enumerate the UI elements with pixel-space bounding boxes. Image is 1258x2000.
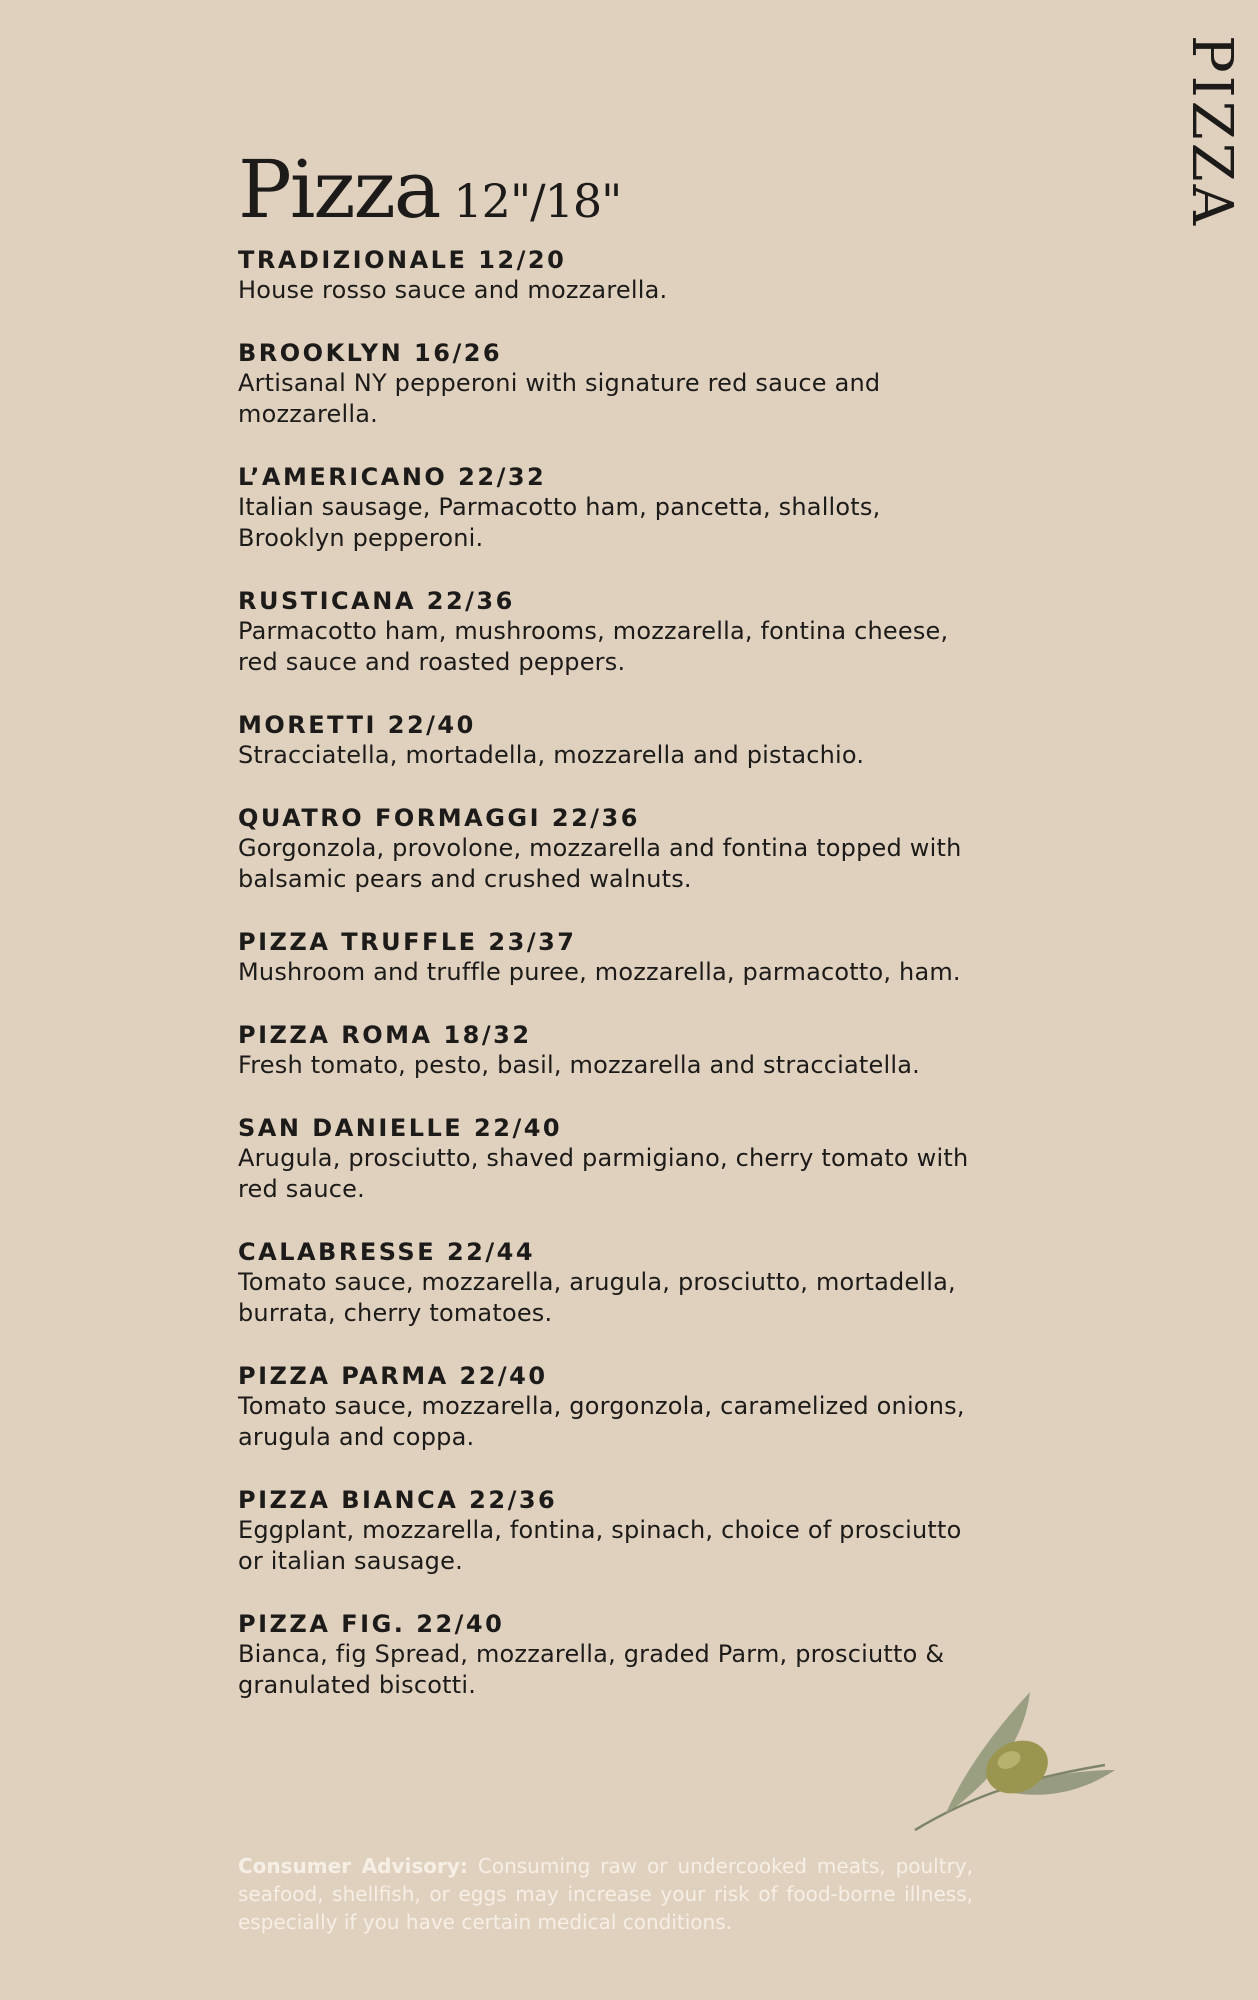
menu-item-name: PIZZA FIG. 22/40	[238, 1610, 505, 1638]
menu-item-description: Artisanal NY pepperoni with signature red sauce and mozzarella.	[238, 369, 881, 428]
menu-item-rusticana	[238, 586, 978, 678]
menu-item-description: House rosso sauce and mozzarella.	[238, 276, 668, 304]
menu-item-pizza-parma	[238, 1361, 978, 1453]
menu-item-description: Fresh tomato, pesto, basil, mozzarella and stracciatella.	[238, 1051, 920, 1079]
menu-item-pizza-bianca	[238, 1485, 978, 1577]
menu-item-san-danielle	[238, 1113, 978, 1205]
menu-item-pizza-roma	[238, 1020, 978, 1081]
menu-item-description: Eggplant, mozzarella, fontina, spinach, choice of prosciutto or italian sausage.	[238, 1516, 962, 1575]
menu-item-name: BROOKLYN 16/26	[238, 339, 503, 367]
menu-item-pizza-fig	[238, 1609, 978, 1701]
menu-item-description: Mushroom and truffle puree, mozzarella, parmacotto, ham.	[238, 958, 961, 986]
menu-item-description: Arugula, prosciutto, shaved parmigiano, cherry tomato with red sauce.	[238, 1144, 969, 1203]
page-title	[238, 145, 621, 235]
menu-item-brooklyn	[238, 338, 978, 430]
side-section-title: PIZZA	[1179, 35, 1244, 229]
menu-item-name: L’AMERICANO 22/32	[238, 463, 547, 491]
advisory-text: Consuming raw or undercooked meats, poultry, seafood, shellfish, or eggs may increase your risk of food-borne illness, especially if you have certain medical conditions.	[238, 1854, 973, 1934]
menu-item-moretti	[238, 710, 978, 771]
page-title-main: Pizza	[238, 143, 440, 236]
menu-item-name: PIZZA ROMA 18/32	[238, 1021, 532, 1049]
menu-item-quatro-formaggi	[238, 803, 978, 895]
advisory-label: Consumer Advisory:	[238, 1854, 468, 1878]
menu-item-description: Parmacotto ham, mushrooms, mozzarella, fontina cheese, red sauce and roasted peppers.	[238, 617, 949, 676]
menu-item-name: PIZZA BIANCA 22/36	[238, 1486, 558, 1514]
menu-item-description: Stracciatella, mortadella, mozzarella and pistachio.	[238, 741, 865, 769]
consumer-advisory	[238, 1852, 973, 1936]
menu-item-description: Italian sausage, Parmacotto ham, pancetta, shallots, Brooklyn pepperoni.	[238, 493, 881, 552]
menu-item-tradizionale	[238, 245, 978, 306]
menu-item-americano	[238, 462, 978, 554]
menu-item-name: RUSTICANA 22/36	[238, 587, 515, 615]
menu-item-name: CALABRESSE 22/44	[238, 1238, 536, 1266]
olive-branch-icon	[905, 1690, 1120, 1835]
menu-item-calabresse	[238, 1237, 978, 1329]
menu-item-name: PIZZA TRUFFLE 23/37	[238, 928, 577, 956]
menu-item-name: SAN DANIELLE 22/40	[238, 1114, 563, 1142]
menu-item-description: Tomato sauce, mozzarella, gorgonzola, caramelized onions, arugula and coppa.	[238, 1392, 965, 1451]
menu-list	[238, 245, 978, 1733]
menu-item-name: MORETTI 22/40	[238, 711, 476, 739]
menu-item-name: TRADIZIONALE 12/20	[238, 246, 567, 274]
menu-item-description: Tomato sauce, mozzarella, arugula, prosciutto, mortadella, burrata, cherry tomatoes.	[238, 1268, 956, 1327]
page-title-sizes: 12"/18"	[453, 174, 622, 228]
menu-item-description: Gorgonzola, provolone, mozzarella and fontina topped with balsamic pears and crushed walnuts.	[238, 834, 962, 893]
menu-item-name: QUATRO FORMAGGI 22/36	[238, 804, 640, 832]
menu-item-description: Bianca, fig Spread, mozzarella, graded Parm, prosciutto & granulated biscotti.	[238, 1640, 945, 1699]
menu-item-name: PIZZA PARMA 22/40	[238, 1362, 548, 1390]
menu-item-pizza-truffle	[238, 927, 978, 988]
